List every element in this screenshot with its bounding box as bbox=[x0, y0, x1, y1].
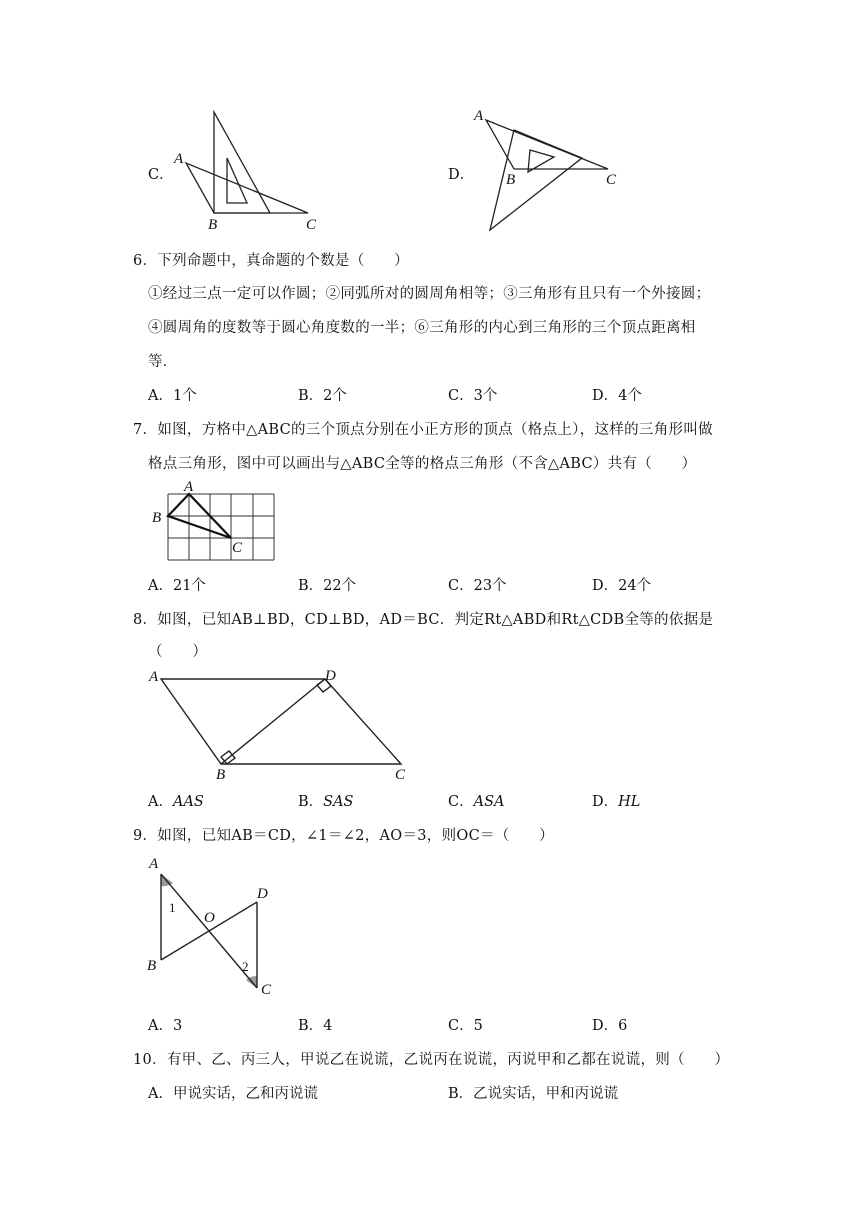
q8-figure bbox=[145, 665, 415, 785]
q9-label-d: D bbox=[257, 886, 268, 902]
q8-option-c bbox=[448, 790, 505, 811]
q8-label-a: A bbox=[149, 669, 159, 685]
q7-grid-figure bbox=[148, 478, 278, 562]
q7-option-d: D．24个 bbox=[592, 578, 652, 594]
q5-figure-c bbox=[170, 100, 320, 240]
q9-label-o: O bbox=[204, 910, 215, 926]
q5-figure-d bbox=[470, 100, 620, 240]
q8-option-c-letter: C． bbox=[448, 794, 474, 810]
q6-stem: 6．下列命题中，真命题的个数是（ ） bbox=[133, 253, 409, 269]
q8-label-d: D bbox=[325, 668, 336, 684]
q10-stem: 10．有甲、乙、丙三人，甲说乙在说谎，乙说丙在说谎，丙说甲和乙都在说谎，则（ ） bbox=[133, 1052, 730, 1068]
q6-option-c: C．3个 bbox=[448, 388, 498, 404]
set-square-outline bbox=[214, 112, 270, 213]
q9-option-d: D．6 bbox=[592, 1018, 628, 1034]
q8-option-a-letter: A． bbox=[148, 794, 173, 810]
q7-option-a: A．21个 bbox=[148, 578, 206, 594]
q9-label-b: B bbox=[147, 958, 157, 974]
q5d-label-c: C bbox=[606, 172, 617, 188]
q9-stem: 9．如图，已知AB＝CD，∠1＝∠2，AO＝3，则OC＝（ ） bbox=[133, 828, 554, 844]
diagonal-bd bbox=[221, 679, 325, 764]
q7-stem-line-2: 格点三角形，图中可以画出与△ABC全等的格点三角形（不含△ABC）共有（ ） bbox=[148, 456, 697, 472]
q8-option-b-text: SAS bbox=[323, 794, 354, 810]
q9-label-angle-2: 2 bbox=[242, 959, 249, 974]
q8-option-a-text: AAS bbox=[172, 794, 204, 810]
q7-label-b: B bbox=[152, 510, 162, 526]
q5d-label-a: A bbox=[474, 108, 484, 124]
q9-option-b: B．4 bbox=[298, 1018, 333, 1034]
q7-option-c: C．23个 bbox=[448, 578, 507, 594]
set-square-outline bbox=[490, 130, 582, 230]
q6-option-d: D．4个 bbox=[592, 388, 642, 404]
q10-option-a: A．甲说实话，乙和丙说谎 bbox=[148, 1086, 318, 1102]
q9-option-a: A．3 bbox=[148, 1018, 183, 1034]
q7-option-b: B．22个 bbox=[298, 578, 357, 594]
q5-option-d-label: D． bbox=[448, 167, 475, 183]
q7-stem-line-1: 7．如图，方格中△ABC的三个顶点分别在小正方形的顶点（格点上），这样的三角形叫做 bbox=[133, 422, 713, 438]
q6-option-a: A．1个 bbox=[148, 388, 197, 404]
q8-option-c-text: ASA bbox=[473, 794, 505, 810]
q8-stem-line-1: 8．如图，已知AB⊥BD，CD⊥BD，AD＝BC．判定Rt△ABD和Rt△CDB全等的依据是 bbox=[133, 612, 714, 628]
q6-statements-line-2: ④圆周角的度数等于圆心角度数的一半；⑥三角形的内心到三角形的三个顶点距离相 bbox=[148, 320, 696, 336]
q9-label-c: C bbox=[261, 982, 272, 998]
q6-statements-line-3: 等． bbox=[148, 354, 178, 370]
q8-option-b-letter: B． bbox=[298, 794, 324, 810]
q8-label-c: C bbox=[395, 767, 406, 783]
q5c-label-a: A bbox=[174, 151, 184, 167]
q8-option-b bbox=[298, 790, 354, 811]
q9-label-a: A bbox=[149, 856, 159, 872]
q7-label-a: A bbox=[184, 479, 194, 495]
q5c-label-b: B bbox=[208, 217, 218, 233]
q6-statements-line-1: ①经过三点一定可以作圆；②同弧所对的圆周角相等；③三角形有且只有一个外接圆； bbox=[148, 286, 711, 302]
q7-label-c: C bbox=[232, 540, 243, 556]
quadrilateral-abcd bbox=[161, 679, 401, 764]
q9-figure bbox=[143, 850, 283, 1000]
q8-option-d-text: HL bbox=[618, 794, 641, 810]
q8-option-a bbox=[148, 790, 204, 811]
q8-option-d bbox=[592, 790, 640, 811]
q5c-label-c: C bbox=[306, 217, 317, 233]
q5-option-c-label: C． bbox=[148, 167, 174, 183]
q5d-label-b: B bbox=[506, 172, 516, 188]
q8-label-b: B bbox=[216, 767, 226, 783]
q8-option-d-letter: D． bbox=[592, 794, 619, 810]
q6-option-b: B．2个 bbox=[298, 388, 347, 404]
q9-label-angle-1: 1 bbox=[169, 900, 176, 915]
q9-option-c: C．5 bbox=[448, 1018, 483, 1034]
q10-option-b: B．乙说实话，甲和丙说谎 bbox=[448, 1086, 619, 1102]
q8-stem-line-2: （ ） bbox=[148, 644, 208, 660]
